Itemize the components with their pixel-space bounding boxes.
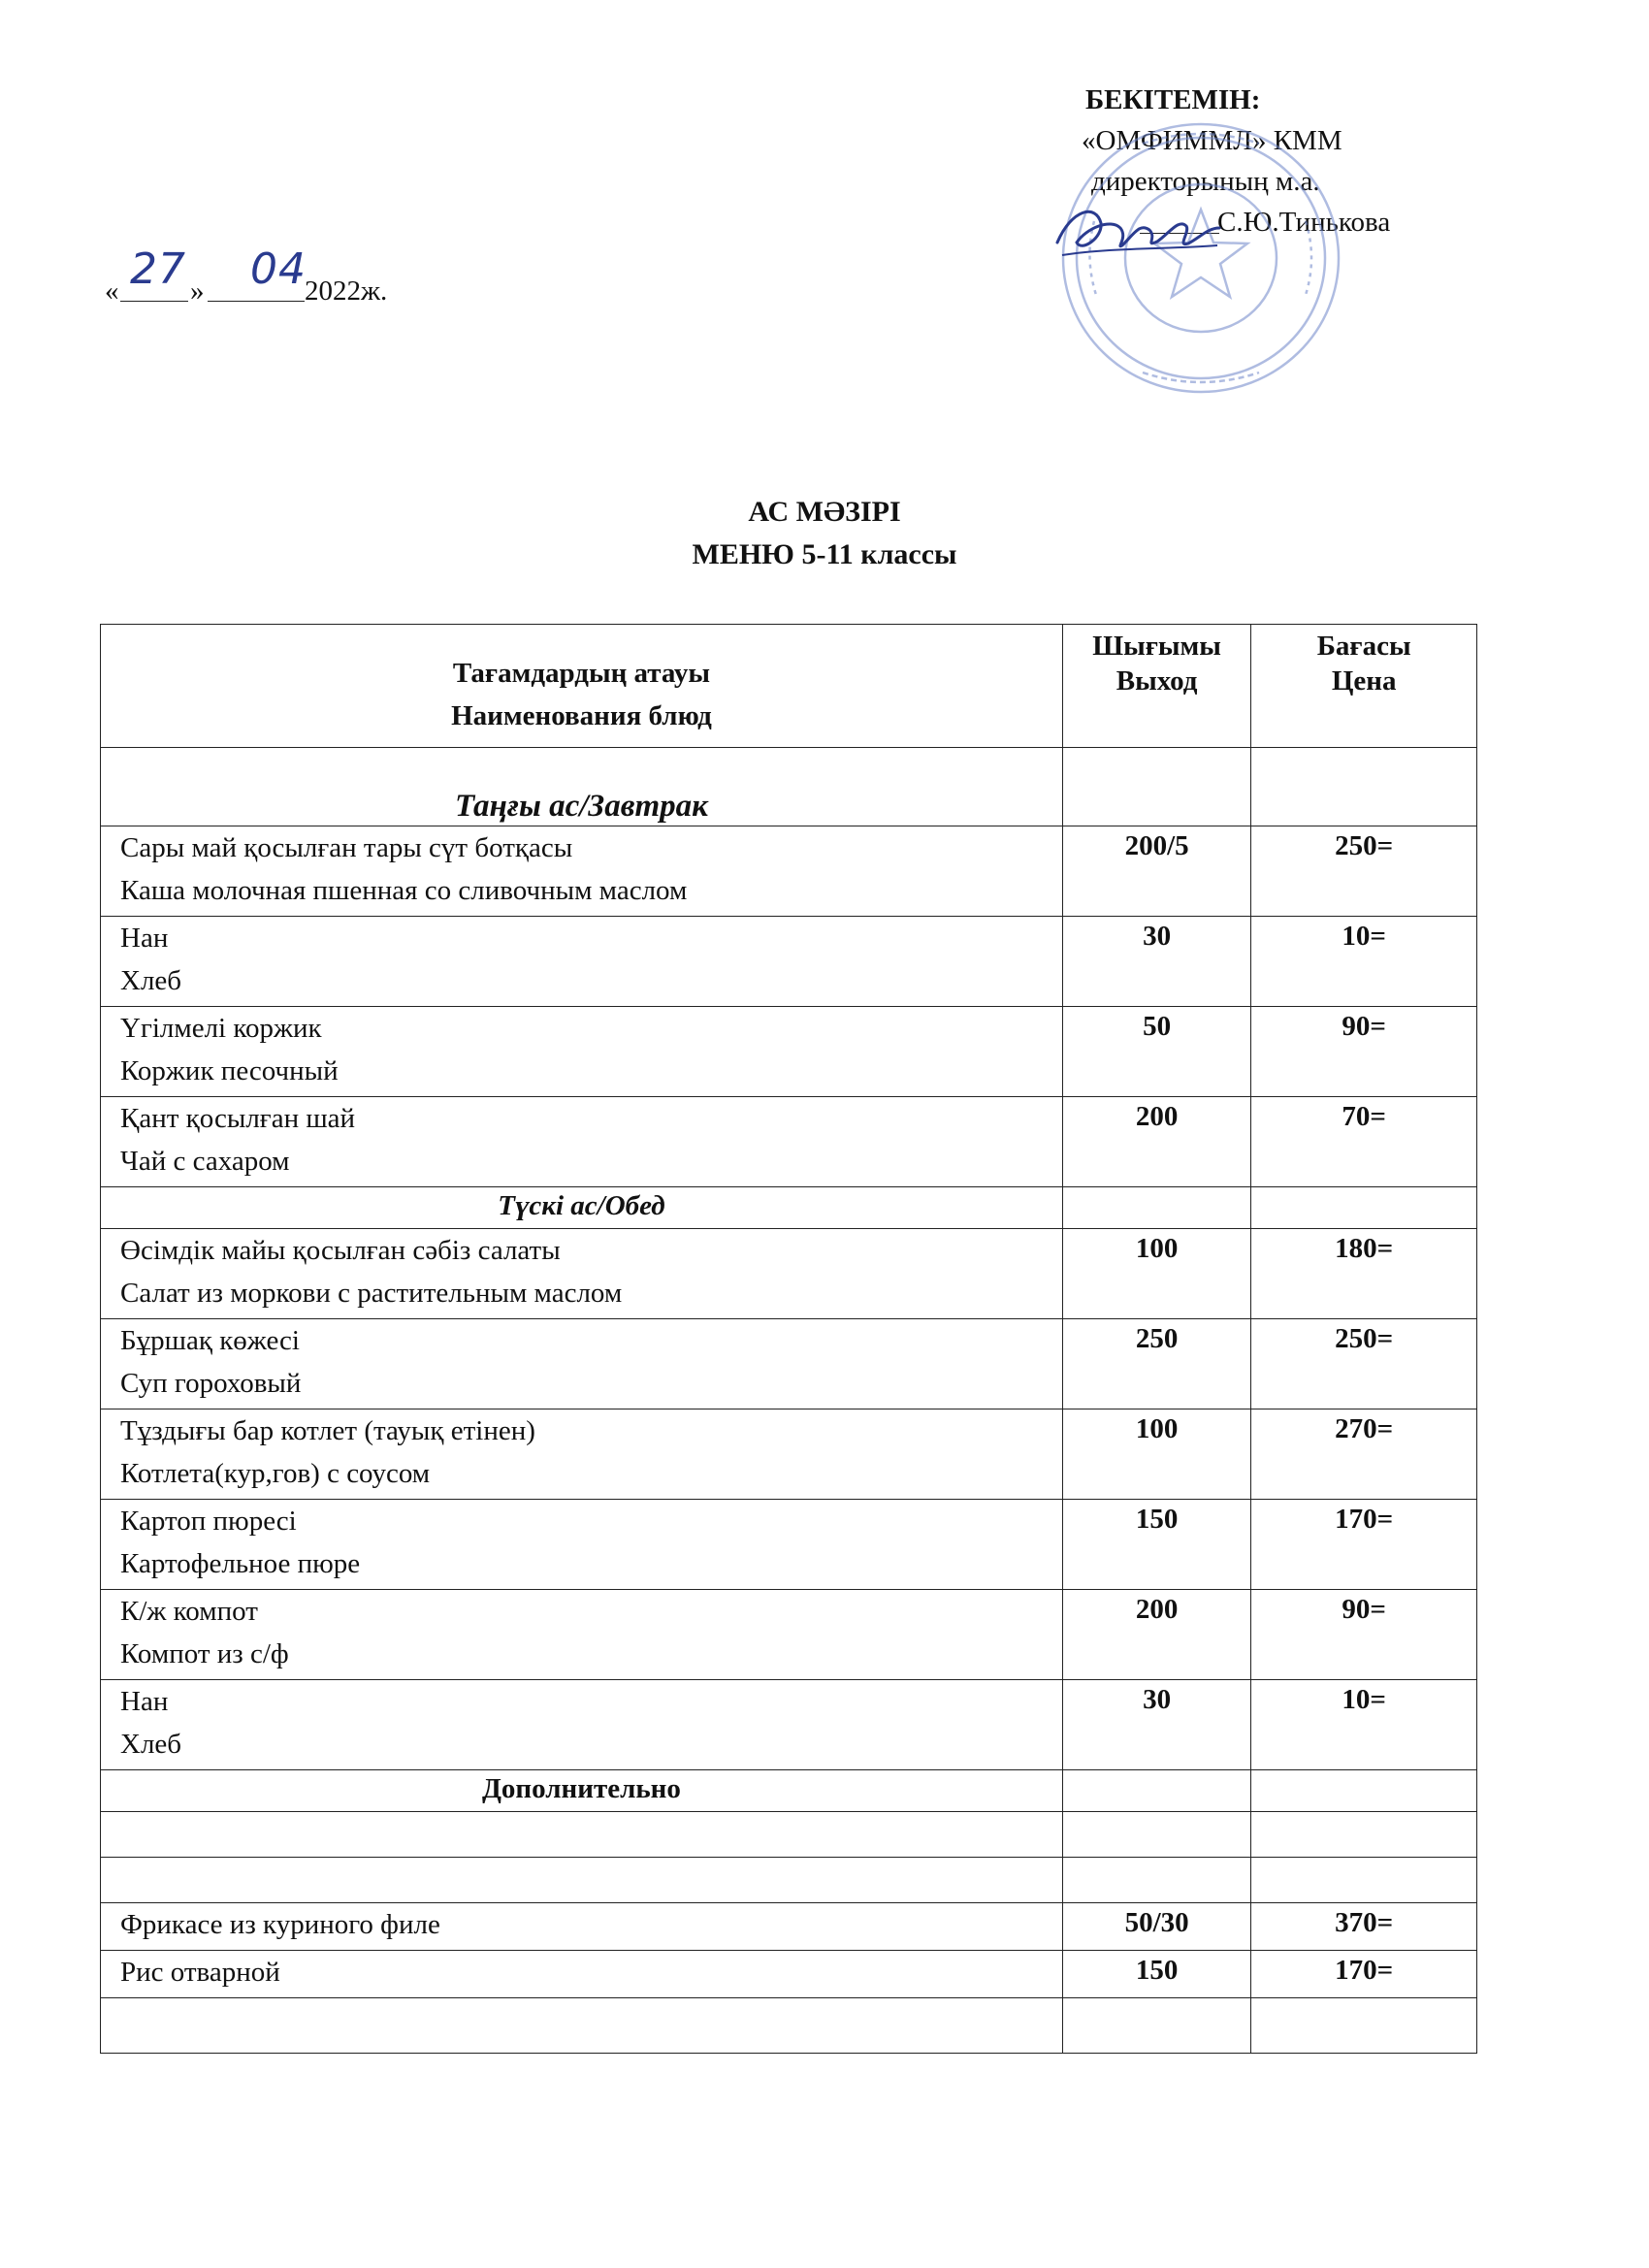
section-row-breakfast <box>101 748 1477 826</box>
dish-price: 180= <box>1251 1229 1477 1319</box>
dish-name-kz: Нан <box>120 1686 169 1717</box>
empty-cell <box>101 1812 1063 1858</box>
header-name <box>101 625 1063 748</box>
title-kz: АС МӘЗІРІ <box>748 496 901 528</box>
dish-name <box>101 1229 1063 1319</box>
table-row <box>101 1500 1477 1590</box>
table-row <box>101 826 1477 917</box>
dish-price: 10= <box>1251 1680 1477 1770</box>
dish-output: 30 <box>1062 1680 1250 1770</box>
section-title: Таңғы ас/Завтрак <box>101 748 1063 826</box>
dish-name-ru: Суп гороховый <box>120 1368 302 1399</box>
empty-cell <box>1062 1812 1250 1858</box>
dish-output: 150 <box>1062 1500 1250 1590</box>
dish-output: 50 <box>1062 1007 1250 1097</box>
dish-price: 270= <box>1251 1409 1477 1500</box>
date-year: 2022ж. <box>305 275 388 307</box>
dish-name: Рис отварной <box>101 1951 1063 1998</box>
dish-name <box>101 1680 1063 1770</box>
table-row <box>101 1007 1477 1097</box>
dish-output: 100 <box>1062 1229 1250 1319</box>
section-title: Түскі ас/Обед <box>101 1187 1063 1229</box>
approval-position: директорының м.а. <box>1091 166 1320 197</box>
empty-cell <box>1062 1187 1250 1229</box>
document-date <box>105 238 512 315</box>
empty-cell <box>1251 1770 1477 1812</box>
dish-name-kz: Өсімдік майы қосылған сәбіз салаты <box>120 1235 561 1266</box>
dish-output: 100 <box>1062 1409 1250 1500</box>
dish-name-ru: Картофельное пюре <box>120 1548 361 1579</box>
dish-name-kz: Сары май қосылған тары сүт ботқасы <box>120 832 573 863</box>
dish-name-ru: Каша молочная пшенная со сливочным маслом <box>120 875 688 906</box>
table-row <box>101 1229 1477 1319</box>
empty-cell <box>1251 1187 1477 1229</box>
header-name-kz: Тағамдардың атауы <box>452 658 711 689</box>
empty-cell <box>1251 748 1477 826</box>
signature-icon <box>1052 199 1222 267</box>
dish-name <box>101 826 1063 917</box>
dish-name-ru: Котлета(кур,гов) с соусом <box>120 1458 431 1489</box>
dish-output: 30 <box>1062 917 1250 1007</box>
header-price-ru: Цена <box>1331 665 1397 697</box>
approval-org: «ОМФИММЛ» КММ <box>1082 125 1342 156</box>
empty-cell <box>101 1858 1063 1903</box>
date-quote-open: « <box>105 275 119 307</box>
header-price-kz: Бағасы <box>1316 631 1411 662</box>
date-day: 27 <box>130 244 186 294</box>
table-row <box>101 1680 1477 1770</box>
dish-name-kz: Қант қосылған шай <box>120 1103 356 1134</box>
header-output-kz: Шығымы <box>1092 631 1221 662</box>
dish-output: 150 <box>1062 1951 1250 1998</box>
page-title <box>0 491 1649 576</box>
date-day-underline <box>120 301 188 302</box>
empty-row <box>101 1812 1477 1858</box>
dish-name <box>101 1590 1063 1680</box>
dish-output: 50/30 <box>1062 1903 1250 1951</box>
dish-name-kz: Үгілмелі коржик <box>120 1013 322 1044</box>
empty-cell <box>1062 1770 1250 1812</box>
dish-name-kz: Бұршақ көжесі <box>120 1325 300 1356</box>
empty-cell <box>1251 1998 1477 2054</box>
empty-cell <box>1062 1858 1250 1903</box>
table-header-row <box>101 625 1477 748</box>
dish-name <box>101 1500 1063 1590</box>
header-output-ru: Выход <box>1116 665 1198 697</box>
dish-name-kz: Картоп пюресі <box>120 1506 297 1537</box>
empty-row <box>101 1858 1477 1903</box>
dish-price: 10= <box>1251 917 1477 1007</box>
section-title: Дополнительно <box>101 1770 1063 1812</box>
dish-name-ru: Чай с сахаром <box>120 1146 290 1177</box>
dish-name-ru: Хлеб <box>120 965 182 996</box>
dish-output: 200/5 <box>1062 826 1250 917</box>
dish-price: 170= <box>1251 1500 1477 1590</box>
dish-output: 200 <box>1062 1097 1250 1187</box>
dish-name: Фрикасе из куриного филе <box>101 1903 1063 1951</box>
section-row-lunch <box>101 1187 1477 1229</box>
date-month: 04 <box>250 244 307 294</box>
dish-name-ru: Хлеб <box>120 1729 182 1760</box>
dish-name <box>101 1409 1063 1500</box>
table-row <box>101 1097 1477 1187</box>
dish-output: 250 <box>1062 1319 1250 1409</box>
header-price <box>1251 625 1477 748</box>
empty-cell <box>1062 1998 1250 2054</box>
approval-heading: БЕКІТЕМІН: <box>1085 84 1261 115</box>
table-row <box>101 1319 1477 1409</box>
dish-price: 70= <box>1251 1097 1477 1187</box>
dish-name-kz: Тұздығы бар котлет (тауық етінен) <box>120 1415 535 1446</box>
empty-cell <box>1251 1858 1477 1903</box>
dish-price: 90= <box>1251 1590 1477 1680</box>
dish-price: 370= <box>1251 1903 1477 1951</box>
table-row <box>101 917 1477 1007</box>
table-row <box>101 1903 1477 1951</box>
empty-cell <box>1251 1812 1477 1858</box>
dish-name-ru: Компот из с/ф <box>120 1638 289 1669</box>
empty-cell <box>1062 748 1250 826</box>
dish-name-kz: К/ж компот <box>120 1596 258 1627</box>
empty-cell <box>101 1998 1063 2054</box>
dish-name <box>101 1319 1063 1409</box>
table-row <box>101 1409 1477 1500</box>
header-output <box>1062 625 1250 748</box>
dish-name <box>101 1097 1063 1187</box>
dish-name <box>101 1007 1063 1097</box>
approval-name: С.Ю.Тинькова <box>1217 207 1391 238</box>
section-row-extra <box>101 1770 1477 1812</box>
dish-price: 170= <box>1251 1951 1477 1998</box>
dish-name-ru: Салат из моркови с растительным маслом <box>120 1278 623 1309</box>
dish-price: 250= <box>1251 1319 1477 1409</box>
date-month-underline <box>208 301 305 302</box>
table-row <box>101 1590 1477 1680</box>
dish-price: 250= <box>1251 826 1477 917</box>
dish-price: 90= <box>1251 1007 1477 1097</box>
empty-row <box>101 1998 1477 2054</box>
date-quote-close: » <box>190 275 205 307</box>
menu-table <box>100 624 1477 2054</box>
dish-output: 200 <box>1062 1590 1250 1680</box>
dish-name <box>101 917 1063 1007</box>
title-ru: МЕНЮ 5-11 классы <box>692 538 957 570</box>
dish-name-kz: Нан <box>120 923 169 954</box>
header-name-ru: Наименования блюд <box>451 700 712 731</box>
table-row <box>101 1951 1477 1998</box>
dish-name-ru: Коржик песочный <box>120 1055 339 1086</box>
